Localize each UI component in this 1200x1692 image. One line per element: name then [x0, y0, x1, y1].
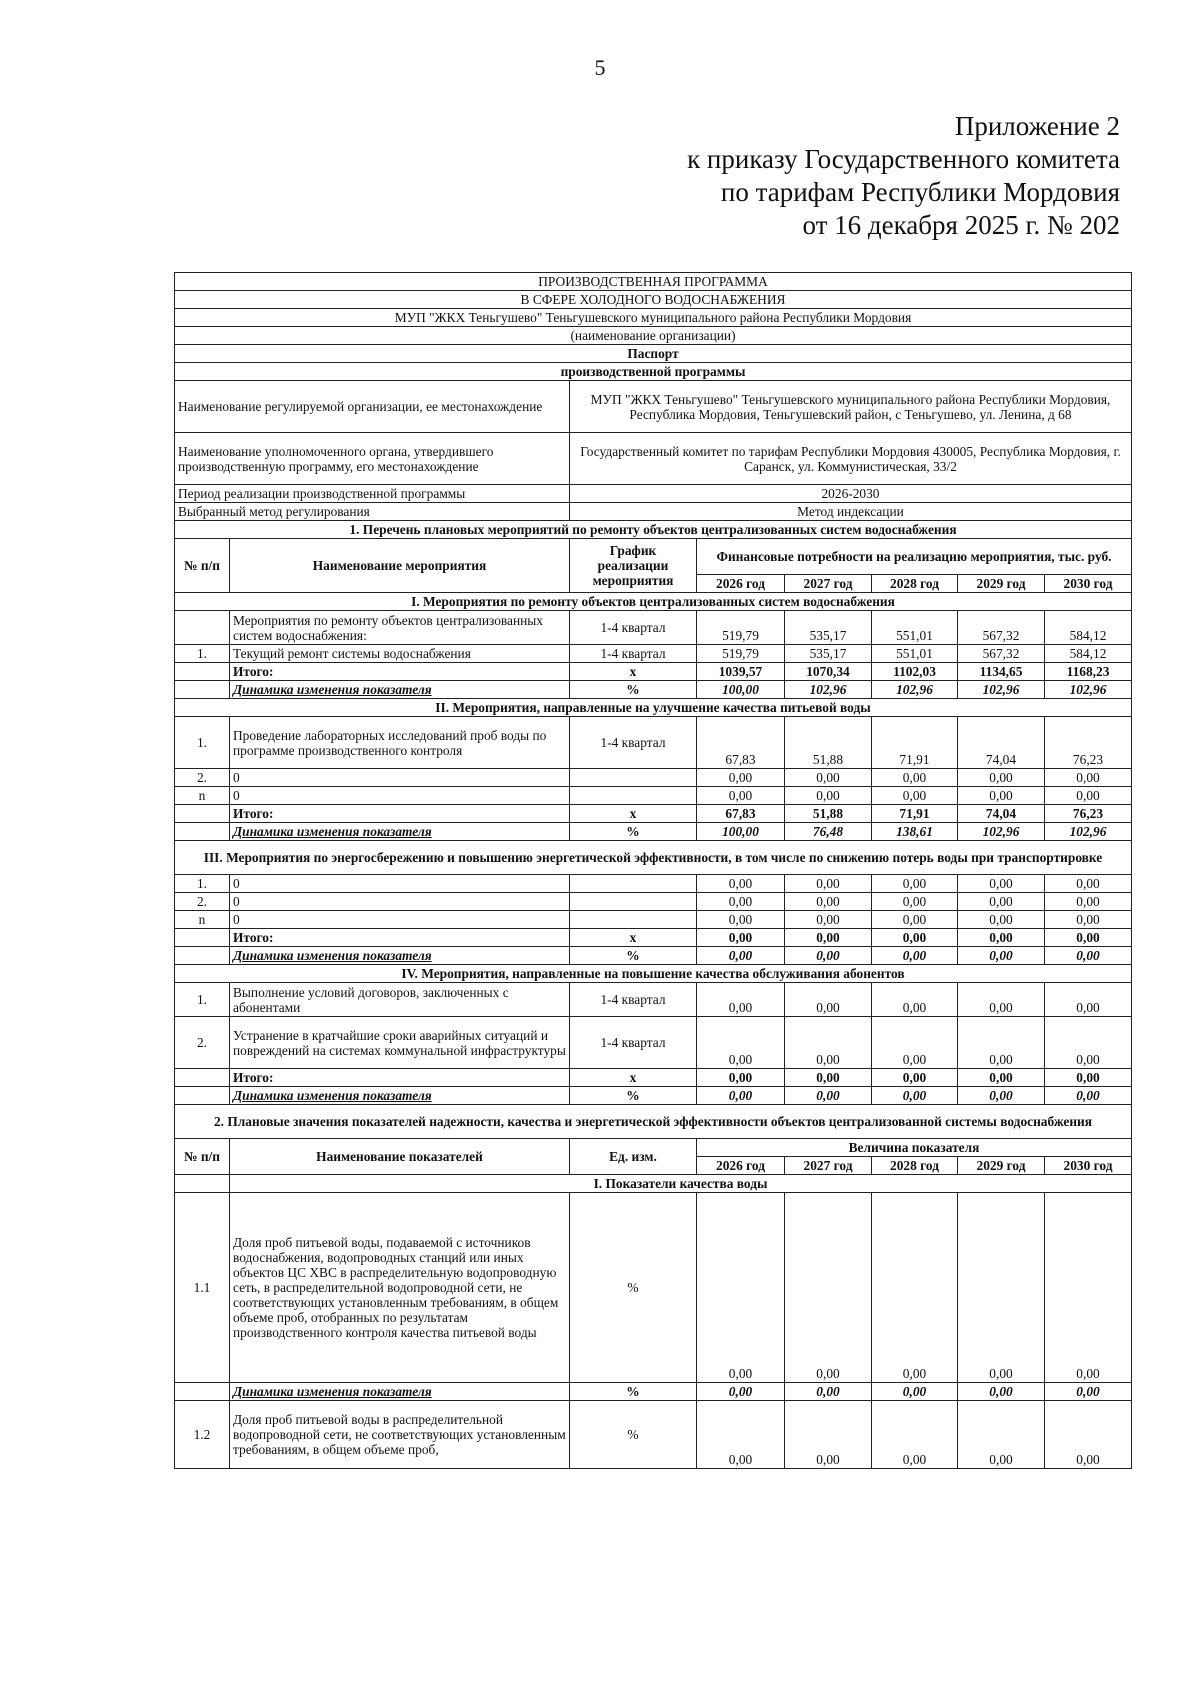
total-label: Итого:: [230, 1069, 570, 1087]
row-value: 584,12: [1045, 611, 1132, 645]
row-schedule: 1-4 квартал: [570, 1017, 697, 1069]
passport-row: [175, 345, 1132, 363]
dyn-value: 0,00: [958, 1383, 1045, 1401]
row-number: 1.: [175, 875, 230, 893]
total-value: 0,00: [872, 929, 958, 947]
row-value: 0,00: [785, 769, 872, 787]
section-title: [175, 1105, 1132, 1139]
row-value: 0,00: [697, 983, 785, 1017]
row-value: 551,01: [872, 645, 958, 663]
row-value: 74,04: [958, 717, 1045, 769]
row-value: 535,17: [785, 645, 872, 663]
total-label: Итого:: [230, 663, 570, 681]
group-title-cell: IV. Мероприятия, направленные на повышение качества обслуживания абонентов: [175, 965, 1132, 983]
passport-value: МУП "ЖКХ Теньгушево" Теньгушевского муниципального района Республики Мордовия, Республика Мордовия, Теньгушевский район, с Теньгушево, ул. Ленина, д 68: [570, 381, 1132, 433]
col-num-header: № п/п: [175, 539, 230, 593]
dyn-value: 0,00: [872, 1383, 958, 1401]
row-value: 0,00: [697, 1401, 785, 1469]
passport-field-row: [175, 503, 1132, 521]
column-header-row: [175, 1139, 1132, 1157]
total-label: Итого:: [230, 805, 570, 823]
table-row: [175, 983, 1132, 1017]
dyn-label: Динамика изменения показателя: [230, 681, 570, 699]
total-schedule: x: [570, 663, 697, 681]
appendix-line: по тарифам Республики Мордовия: [720, 177, 1120, 207]
dyn-value: 0,00: [785, 947, 872, 965]
row-value: 0,00: [872, 1017, 958, 1069]
year-header: 2026 год: [697, 1157, 785, 1175]
total-value: 1102,03: [872, 663, 958, 681]
total-value: 71,91: [872, 805, 958, 823]
row-value: 0,00: [958, 769, 1045, 787]
row-value: 0,00: [697, 893, 785, 911]
total-value: 0,00: [958, 929, 1045, 947]
group-title: [175, 841, 1132, 875]
group-title: [175, 593, 1132, 611]
dyn-label: Динамика изменения показателя: [230, 1383, 570, 1401]
group-title: [175, 699, 1132, 717]
section-title-cell: 2. Плановые значения показателей надежности, качества и энергетической эффективности объектов централизованной системы водоснабжения: [175, 1105, 1132, 1139]
row-value: 0,00: [697, 1017, 785, 1069]
row-value: 0,00: [1045, 983, 1132, 1017]
total-value: 0,00: [872, 1069, 958, 1087]
total-value: 0,00: [697, 929, 785, 947]
passport-value: 2026-2030: [570, 485, 1132, 503]
row-schedule: 1-4 квартал: [570, 717, 697, 769]
row-value: 0,00: [697, 769, 785, 787]
row-name: Проведение лабораторных исследований проб воды по программе производственного контроля: [230, 717, 570, 769]
row-number: n: [175, 911, 230, 929]
row-number: 2.: [175, 893, 230, 911]
page-number: 5: [594, 55, 606, 80]
total-num: [175, 929, 230, 947]
row-name: Выполнение условий договоров, заключенных с абонентами: [230, 983, 570, 1017]
org-row: [175, 309, 1132, 327]
row-schedule: [570, 787, 697, 805]
dynamics-row: [175, 947, 1132, 965]
dyn-num: [175, 1383, 230, 1401]
title-row: [175, 291, 1132, 309]
row-value: 0,00: [958, 983, 1045, 1017]
table-row: [175, 769, 1132, 787]
row-value: 0,00: [697, 875, 785, 893]
org-caption-row: [175, 327, 1132, 345]
dyn-num: [175, 1087, 230, 1105]
passport-field-row: [175, 381, 1132, 433]
row-name: 0: [230, 875, 570, 893]
row-value: 0,00: [872, 1193, 958, 1383]
row-value: 67,83: [697, 717, 785, 769]
col-unit-header: Ед. изм.: [570, 1139, 697, 1175]
row-schedule: 1-4 квартал: [570, 983, 697, 1017]
dyn-value: 102,96: [785, 681, 872, 699]
total-value: 67,83: [697, 805, 785, 823]
row-name: Доля проб питьевой воды в распределительной водопроводной сети, не соответствующих установленным требованиям, в общем объеме проб,: [230, 1401, 570, 1469]
title-row-cell: В СФЕРЕ ХОЛОДНОГО ВОДОСНАБЖЕНИЯ: [175, 291, 1132, 309]
dyn-num: [175, 947, 230, 965]
row-value: 0,00: [958, 1017, 1045, 1069]
dyn-value: 0,00: [958, 947, 1045, 965]
year-header: 2030 год: [1045, 1157, 1132, 1175]
dyn-value: 0,00: [697, 947, 785, 965]
row-schedule: [570, 911, 697, 929]
group-title: [175, 965, 1132, 983]
year-header: 2030 год: [1045, 575, 1132, 593]
col-name-header: Наименование мероприятия: [230, 539, 570, 593]
passport-field-row: [175, 485, 1132, 503]
row-value: 0,00: [872, 769, 958, 787]
row-value: 535,17: [785, 611, 872, 645]
section-title: [175, 521, 1132, 539]
dyn-value: 100,00: [697, 681, 785, 699]
appendix-line: к приказу Государственного комитета: [687, 144, 1120, 174]
row-name: 0: [230, 911, 570, 929]
row-number: 1.: [175, 717, 230, 769]
row-number: 2.: [175, 769, 230, 787]
total-value: 0,00: [697, 1069, 785, 1087]
table-row: [175, 787, 1132, 805]
row-value: 0,00: [785, 787, 872, 805]
row-name: 0: [230, 893, 570, 911]
group-title: [175, 1175, 1132, 1193]
dyn-unit: %: [570, 823, 697, 841]
year-header: 2029 год: [958, 575, 1045, 593]
row-value: 0,00: [697, 911, 785, 929]
dyn-label: Динамика изменения показателя: [230, 947, 570, 965]
total-value: 1039,57: [697, 663, 785, 681]
total-value: 0,00: [785, 929, 872, 947]
passport-row-cell: Паспорт: [175, 345, 1132, 363]
table-row: [175, 1193, 1132, 1383]
table-row: [175, 645, 1132, 663]
row-unit: %: [570, 1401, 697, 1469]
row-schedule: [570, 875, 697, 893]
dyn-value: 138,61: [872, 823, 958, 841]
dyn-unit: %: [570, 1383, 697, 1401]
row-value: 0,00: [697, 787, 785, 805]
row-value: 0,00: [872, 893, 958, 911]
row-unit: %: [570, 1193, 697, 1383]
passport-value: Государственный комитет по тарифам Республики Мордовия 430005, Республика Мордовия, г. Саранск, ул. Коммунистическая, 33/2: [570, 433, 1132, 485]
group-title-cell: I. Мероприятия по ремонту объектов централизованных систем водоснабжения: [175, 593, 1132, 611]
dyn-value: 0,00: [1045, 1087, 1132, 1105]
group-title-cell: III. Мероприятия по энергосбережению и повышению энергетической эффективности, в том числе по снижению потерь воды при транспортировке: [175, 841, 1132, 875]
passport-label: Выбранный метод регулирования: [175, 503, 570, 521]
passport-sub-row: [175, 363, 1132, 381]
row-value: 567,32: [958, 645, 1045, 663]
dynamics-row: [175, 1383, 1132, 1401]
row-schedule: [570, 769, 697, 787]
dyn-value: 102,96: [1045, 823, 1132, 841]
total-value: 0,00: [958, 1069, 1045, 1087]
total-value: 76,23: [1045, 805, 1132, 823]
dynamics-row: [175, 823, 1132, 841]
row-value: 0,00: [1045, 769, 1132, 787]
total-value: 74,04: [958, 805, 1045, 823]
dyn-label: Динамика изменения показателя: [230, 1087, 570, 1105]
col-finance-header: Финансовые потребности на реализацию мероприятия, тыс. руб.: [697, 539, 1132, 575]
dyn-unit: %: [570, 1087, 697, 1105]
row-value: 0,00: [872, 1401, 958, 1469]
year-header: 2027 год: [785, 1157, 872, 1175]
total-schedule: x: [570, 1069, 697, 1087]
appendix-heading: [687, 110, 1120, 242]
section-title-cell: 1. Перечень плановых мероприятий по ремонту объектов централизованных систем водоснабжения: [175, 521, 1132, 539]
total-value: 0,00: [785, 1069, 872, 1087]
row-value: 519,79: [697, 645, 785, 663]
passport-label: Наименование уполномоченного органа, утвердившего производственную программу, его местонахождение: [175, 433, 570, 485]
row-value: 0,00: [1045, 875, 1132, 893]
dyn-unit: %: [570, 681, 697, 699]
total-label: Итого:: [230, 929, 570, 947]
table-row: [175, 893, 1132, 911]
row-value: 0,00: [697, 1193, 785, 1383]
dyn-value: 0,00: [697, 1383, 785, 1401]
row-value: 0,00: [872, 983, 958, 1017]
passport-sub-row-cell: производственной программы: [175, 363, 1132, 381]
row-number: 1.: [175, 645, 230, 663]
table-row: [175, 1401, 1132, 1469]
total-value: 1134,65: [958, 663, 1045, 681]
row-value: 51,88: [785, 717, 872, 769]
col-num-header: № п/п: [175, 1139, 230, 1175]
year-header: 2028 год: [872, 575, 958, 593]
row-value: 567,32: [958, 611, 1045, 645]
dyn-value: 0,00: [1045, 947, 1132, 965]
col-name-header: Наименование показателей: [230, 1139, 570, 1175]
row-name: Текущий ремонт системы водоснабжения: [230, 645, 570, 663]
row-value: 0,00: [1045, 1193, 1132, 1383]
table-row: [175, 717, 1132, 769]
total-num: [175, 663, 230, 681]
group-title-cell: I. Показатели качества воды: [230, 1175, 1132, 1193]
row-value: 0,00: [785, 911, 872, 929]
row-number: 2.: [175, 1017, 230, 1069]
year-header: 2027 год: [785, 575, 872, 593]
total-value: 51,88: [785, 805, 872, 823]
production-program-table: [174, 272, 1132, 1469]
dynamics-row: [175, 681, 1132, 699]
group-title-blank: [175, 1175, 230, 1193]
title-row-cell: ПРОИЗВОДСТВЕННАЯ ПРОГРАММА: [175, 273, 1132, 291]
row-value: 0,00: [785, 893, 872, 911]
row-name: Доля проб питьевой воды, подаваемой с источников водоснабжения, водопроводных станций или иных объектов ЦС ХВС в распределительную водопроводную сеть, в распределительной водопроводной сети, не соответствующих установленным требованиям, в общем объеме проб, отобранных по результатам производственного контроля качества питьевой воды: [230, 1193, 570, 1383]
year-header: 2026 год: [697, 575, 785, 593]
row-value: 0,00: [872, 787, 958, 805]
total-schedule: x: [570, 805, 697, 823]
row-number: [175, 611, 230, 645]
total-value: 1168,23: [1045, 663, 1132, 681]
row-value: 0,00: [1045, 787, 1132, 805]
row-value: 0,00: [785, 983, 872, 1017]
row-value: 0,00: [958, 1401, 1045, 1469]
total-value: 1070,34: [785, 663, 872, 681]
row-number: 1.: [175, 983, 230, 1017]
row-number: 1.2: [175, 1401, 230, 1469]
dyn-unit: %: [570, 947, 697, 965]
row-value: 551,01: [872, 611, 958, 645]
year-header: 2029 год: [958, 1157, 1045, 1175]
row-schedule: 1-4 квартал: [570, 611, 697, 645]
total-schedule: x: [570, 929, 697, 947]
row-value: 0,00: [785, 1193, 872, 1383]
total-row: [175, 929, 1132, 947]
dyn-value: 0,00: [785, 1383, 872, 1401]
dyn-num: [175, 823, 230, 841]
row-value: 0,00: [872, 911, 958, 929]
dyn-value: 0,00: [697, 1087, 785, 1105]
total-value: 0,00: [1045, 1069, 1132, 1087]
total-row: [175, 805, 1132, 823]
col-schedule-header: График реализации мероприятия: [570, 539, 697, 593]
row-schedule: [570, 893, 697, 911]
passport-label: Наименование регулируемой организации, ее местонахождение: [175, 381, 570, 433]
appendix-line: от 16 декабря 2025 г. № 202: [802, 210, 1120, 240]
row-value: 0,00: [785, 875, 872, 893]
dyn-value: 0,00: [1045, 1383, 1132, 1401]
dyn-value: 102,96: [958, 681, 1045, 699]
row-value: 519,79: [697, 611, 785, 645]
row-value: 0,00: [1045, 893, 1132, 911]
dynamics-row: [175, 1087, 1132, 1105]
row-number: 1.1: [175, 1193, 230, 1383]
total-row: [175, 1069, 1132, 1087]
org-row-cell: МУП "ЖКХ Теньгушево" Теньгушевского муниципального района Республики Мордовия: [175, 309, 1132, 327]
row-value: 0,00: [1045, 1017, 1132, 1069]
col-value-header: Величина показателя: [697, 1139, 1132, 1157]
dyn-value: 0,00: [872, 947, 958, 965]
passport-label: Период реализации производственной программы: [175, 485, 570, 503]
group-title-cell: II. Мероприятия, направленные на улучшение качества питьевой воды: [175, 699, 1132, 717]
row-value: 0,00: [1045, 1401, 1132, 1469]
passport-field-row: [175, 433, 1132, 485]
table-row: [175, 911, 1132, 929]
row-value: 71,91: [872, 717, 958, 769]
row-value: 0,00: [958, 911, 1045, 929]
row-value: 0,00: [958, 1193, 1045, 1383]
row-schedule: 1-4 квартал: [570, 645, 697, 663]
row-value: 0,00: [785, 1401, 872, 1469]
row-number: n: [175, 787, 230, 805]
table-row: [175, 875, 1132, 893]
total-num: [175, 805, 230, 823]
title-row: [175, 273, 1132, 291]
column-header-row: [175, 539, 1132, 575]
dyn-value: 100,00: [697, 823, 785, 841]
row-value: 0,00: [958, 893, 1045, 911]
row-value: 0,00: [872, 875, 958, 893]
table-row: [175, 1017, 1132, 1069]
row-value: 0,00: [1045, 911, 1132, 929]
dyn-label: Динамика изменения показателя: [230, 823, 570, 841]
dyn-value: 0,00: [785, 1087, 872, 1105]
dyn-value: 102,96: [958, 823, 1045, 841]
row-name: 0: [230, 769, 570, 787]
dyn-value: 0,00: [872, 1087, 958, 1105]
org-caption-row-cell: (наименование организации): [175, 327, 1132, 345]
table-row: [175, 611, 1132, 645]
row-name: Устранение в кратчайшие сроки аварийных ситуаций и повреждений на системах коммунальной инфраструктуры: [230, 1017, 570, 1069]
dyn-value: 102,96: [1045, 681, 1132, 699]
row-name: Мероприятия по ремонту объектов централизованных систем водоснабжения:: [230, 611, 570, 645]
row-value: 584,12: [1045, 645, 1132, 663]
dyn-num: [175, 681, 230, 699]
passport-value: Метод индексации: [570, 503, 1132, 521]
total-value: 0,00: [1045, 929, 1132, 947]
dyn-value: 0,00: [958, 1087, 1045, 1105]
appendix-line: Приложение 2: [954, 111, 1120, 141]
row-value: 0,00: [958, 787, 1045, 805]
dyn-value: 76,48: [785, 823, 872, 841]
row-value: 76,23: [1045, 717, 1132, 769]
dyn-value: 102,96: [872, 681, 958, 699]
year-header: 2028 год: [872, 1157, 958, 1175]
row-value: 0,00: [785, 1017, 872, 1069]
row-name: 0: [230, 787, 570, 805]
total-row: [175, 663, 1132, 681]
row-value: 0,00: [958, 875, 1045, 893]
total-num: [175, 1069, 230, 1087]
